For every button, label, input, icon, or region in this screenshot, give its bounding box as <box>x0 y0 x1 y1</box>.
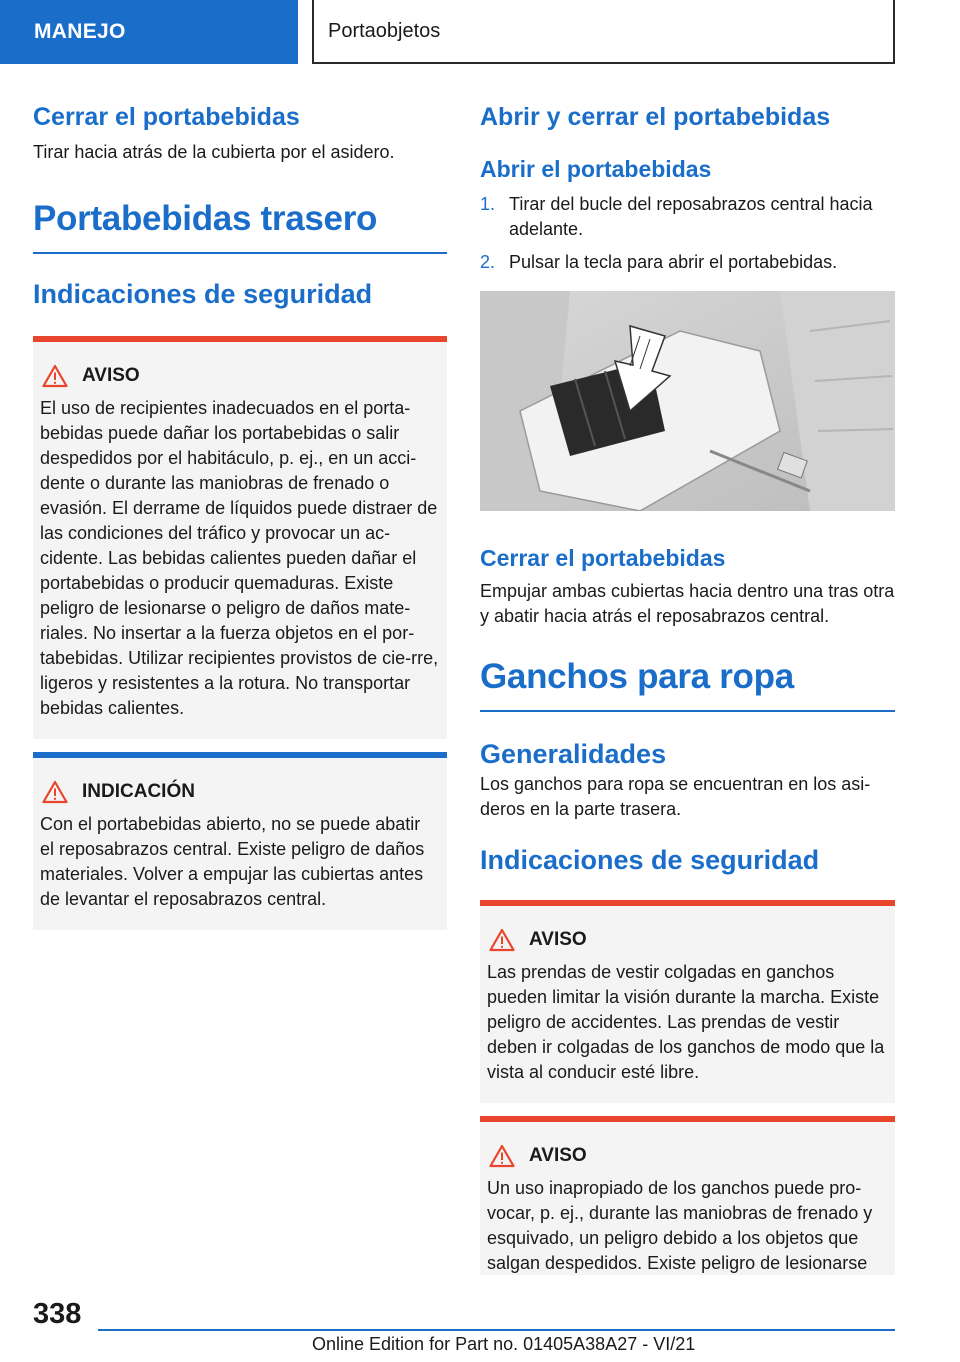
safety-heading-right: Indicaciones de seguridad <box>480 845 820 875</box>
warning-triangle-icon <box>489 1144 515 1168</box>
section-tab: MANEJO <box>0 0 298 64</box>
list-item: 1. Tirar del bucle del reposabrazos central hacia adelante. <box>480 194 873 239</box>
footer-divider <box>98 1329 895 1331</box>
list-item: 2. Pulsar la tecla para abrir el portabebidas. <box>480 252 838 272</box>
steps-list <box>480 192 895 275</box>
warning-box-1 <box>480 900 895 1103</box>
warning-triangle-icon <box>42 364 68 388</box>
note-label: INDICACIÓN <box>82 781 195 802</box>
clothes-hooks-title: Ganchos para ropa <box>480 654 895 712</box>
warning-label-2: AVISO <box>529 1145 587 1166</box>
warning-text-1: Las prendas de vestir colgadas en ganchos pueden limitar la visión durante la marcha. Existe peligro de accidentes. Las prendas de vestir deben ir colgadas de los ganchos de modo que la vista al conducir esté libre. <box>487 962 885 1082</box>
page-number: 338 <box>33 1298 82 1330</box>
close-cupholder-heading: Cerrar el portabebidas <box>33 103 300 131</box>
note-text: Con el portabebidas abierto, no se puede abatir el reposabrazos central. Existe peligro de daños materiales. Volver a empujar las cubiertas antes de levantar el reposabrazos central. <box>40 814 425 909</box>
close-cupholder-text-right: Empujar ambas cubiertas hacia dentro una tras otra y abatir hacia atrás el reposabrazos central. <box>480 581 895 626</box>
warning-header-1 <box>487 928 887 952</box>
edition-text: Online Edition for Part no. 01405A38A27 - VI/21 <box>312 1334 696 1354</box>
warning-triangle-icon <box>489 928 515 952</box>
warning-header-2 <box>487 1144 887 1168</box>
warning-text-2: Un uso inapropiado de los ganchos puede pro-vocar, p. ej., durante las maniobras de frenado y esquivado, un peligro debido a los objetos que salgan despedidos. Existe peligro de lesionarse <box>487 1178 873 1273</box>
warning-box <box>33 336 447 739</box>
right-column <box>480 100 895 1275</box>
warning-label-1: AVISO <box>529 929 587 950</box>
rear-cupholder-title: Portabebidas trasero <box>33 196 447 254</box>
close-cupholder-heading-right: Cerrar el portabebidas <box>480 545 726 571</box>
warning-header <box>40 364 439 388</box>
chapter-tab: Portaobjetos <box>312 0 895 64</box>
warning-text: El uso de recipientes inadecuados en el porta-bebidas puede dañar los portabebidas o salir despedidos por el habitáculo, p. ej., en un acci-dente o durante las maniobras de frenado o evasión. El derrame de líquidos puede distraer de las condiciones del tráfico y provocar un ac-cidente. Las bebidas calientes pueden dañar el portabebidas o producir quemaduras. Existe peligro de lesionarse o peligro de daños mate-riales. No insertar a la fuerza objetos en el por-tabebidas. Utilizar recipientes provistos de cie-rre, ligeros y resistentes a la rotura. No transportar bebidas calientes. <box>40 398 439 718</box>
safety-heading: Indicaciones de seguridad <box>33 279 373 309</box>
left-column <box>33 100 447 930</box>
open-cupholder-heading: Abrir el portabebidas <box>480 156 712 182</box>
note-triangle-icon <box>42 780 68 804</box>
note-header <box>40 780 439 804</box>
close-cupholder-text: Tirar hacia atrás de la cubierta por el asidero. <box>33 142 395 162</box>
open-close-heading: Abrir y cerrar el portabebidas <box>480 103 831 131</box>
page-header <box>0 0 960 66</box>
armrest-illustration <box>480 291 895 511</box>
note-box <box>33 752 447 930</box>
warning-label: AVISO <box>82 365 140 386</box>
cupholder-photo <box>480 291 895 511</box>
general-text: Los ganchos para ropa se encuentran en los asi-deros en la parte trasera. <box>480 774 871 819</box>
general-heading: Generalidades <box>480 739 667 769</box>
warning-box-2 <box>480 1116 895 1275</box>
